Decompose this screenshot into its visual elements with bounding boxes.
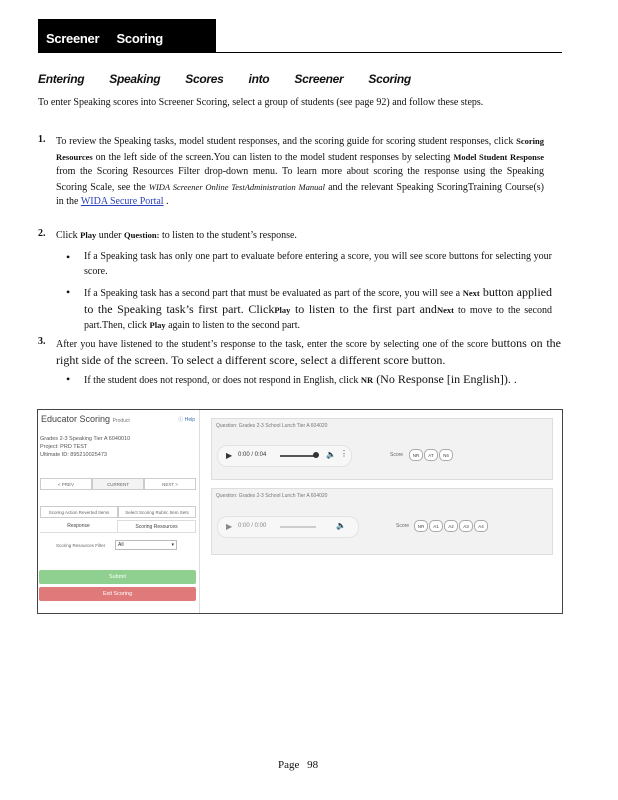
question-panel-1	[211, 418, 553, 480]
bullet-2-text-e: again to listen to the second part.	[165, 320, 301, 331]
scoring-resources-filter-select[interactable]: All ▾	[115, 540, 177, 550]
volume-icon[interactable]: 🔈	[326, 450, 336, 459]
audio-progress-track[interactable]	[280, 526, 316, 528]
more-options-icon[interactable]: ⋮	[340, 449, 348, 458]
prev-button[interactable]: < PREV	[40, 478, 92, 490]
manual-title: WIDA Screener Online TestAdministration Manual	[148, 181, 325, 192]
info-line: Grades 2-3 Speaking Tier A 6040010	[40, 436, 131, 442]
score-button[interactable]: A4	[474, 520, 488, 532]
score-label: Score	[396, 523, 410, 529]
audio-time: 0:00 / 0:00	[238, 523, 267, 529]
tab-row	[40, 520, 196, 533]
page-number: Page 98	[278, 759, 319, 771]
audio-progress-track[interactable]	[280, 455, 316, 457]
help-icon: ⓘ	[178, 417, 184, 423]
question-panel-2	[211, 488, 553, 555]
step-2-bullet-2	[84, 285, 552, 334]
step-number-3: 3.	[38, 336, 46, 347]
model-student-response-term: Model Student Response	[453, 151, 544, 162]
question-term: Question:	[124, 230, 160, 240]
section-header-bar	[38, 19, 216, 53]
educator-scoring-screenshot	[37, 409, 563, 614]
bullet-icon: •	[66, 285, 71, 299]
audio-progress-knob[interactable]	[313, 452, 319, 458]
score-button[interactable]: N6	[439, 449, 453, 461]
next-button[interactable]: NEXT >	[144, 478, 196, 490]
step-2-text-c: to listen to the student’s response.	[159, 230, 297, 241]
bullet-2-text-a: If a Speaking task has a second part that must be evaluated as part of the score, you will see a	[84, 288, 463, 299]
help-link[interactable]	[178, 416, 195, 423]
rubric-item-sets-button[interactable]: Select Scoring Rubric Item Sets	[118, 506, 196, 518]
play-icon[interactable]: ▶	[226, 451, 233, 460]
step-3-text-b: buttons on the right side of the screen. To select a different score, select a different score button.	[56, 336, 561, 367]
app-title-text: Educator Scoring	[41, 414, 111, 424]
tab-scoring-resources[interactable]: Scoring Resources	[117, 520, 196, 532]
score-button-nr[interactable]: NR	[414, 520, 428, 532]
bullet-3-text-b: (No Response [in English]). .	[373, 372, 517, 386]
intro-paragraph: To enter Speaking scores into Screener Scoring, select a group of students (see page 92) and follow these steps.	[38, 97, 484, 108]
score-button[interactable]: AT	[424, 449, 438, 461]
step-1-text	[56, 134, 544, 210]
app-title	[41, 414, 130, 424]
bullet-icon: •	[66, 250, 71, 264]
app-subtitle: Product	[112, 418, 130, 424]
play-term: Play	[149, 320, 166, 330]
info-line: Project: PRD TEST	[40, 444, 88, 450]
next-term: Next	[436, 304, 454, 315]
reverted-items-button[interactable]: Scoring Action Reverted Items	[40, 506, 118, 518]
step-1-text-b: on the left side of the screen.You can listen to the model student responses by selecting	[92, 151, 454, 163]
current-button[interactable]: CURRENT	[92, 478, 144, 490]
play-term: Play	[80, 230, 97, 240]
bullet-3-text-a: If the student does not respond, or does not respond in English, click	[84, 375, 361, 386]
bullet-2-text-c: to listen to the first part and	[290, 301, 437, 316]
step-1-text-c: from the Scoring Resources Filter drop-down menu. To learn more about scoring the response using the Speaking Scoring Scale, see the	[56, 166, 544, 193]
score-button[interactable]: A1	[429, 520, 443, 532]
info-line: Ultimate ID: 895210025473	[40, 452, 107, 458]
score-label: Score	[390, 452, 404, 458]
filter-label: Scoring Resources Filter	[56, 543, 106, 548]
question-header: Question: Grades 2-3 School Lunch Tier A 604020	[216, 423, 328, 429]
nr-term: NR	[360, 375, 374, 385]
step-1-text-e: .	[163, 196, 169, 207]
bullet-2-text-b: button applied to the Speaking task’s first part. Click	[84, 285, 552, 316]
step-2-text-a: Click	[56, 230, 81, 241]
score-button[interactable]: A3	[459, 520, 473, 532]
step-3-text	[56, 336, 561, 369]
bullet-2-text-d: to move to the second part.Then, click	[84, 304, 552, 331]
help-label: Help	[184, 417, 195, 423]
nav-button-row	[40, 478, 196, 490]
scoring-left-panel	[38, 410, 200, 613]
bullet-icon: •	[66, 372, 71, 386]
step-3-text-a: After you have listened to the student’s response to the task, enter the score by selecting one of the score	[56, 339, 492, 350]
section-title: Entering Speaking Scores into Screener Scoring	[38, 72, 411, 86]
score-button[interactable]: A2	[444, 520, 458, 532]
tab-response[interactable]: Response	[67, 523, 90, 529]
step-2-bullet-1: If a Speaking task has only one part to evaluate before entering a score, you will see score buttons for selecting your score.	[84, 251, 552, 277]
step-2-text-b: under	[96, 230, 125, 241]
score-button-nr[interactable]: NR	[409, 449, 423, 461]
play-icon[interactable]: ▶	[226, 522, 233, 531]
scoring-resources-term: Scoring Resources	[56, 136, 544, 162]
wida-secure-portal-link[interactable]: WIDA Secure Portal	[80, 196, 164, 207]
submit-button[interactable]: Submit	[39, 570, 196, 584]
next-term: Next	[462, 288, 480, 298]
question-header: Question: Grades 2-3 School Lunch Tier A 604020	[216, 493, 328, 499]
step-1-text-d: and the relevant Speaking ScoringTraining Course(s) in the	[56, 181, 545, 207]
step-number-1: 1.	[38, 134, 46, 145]
header-rule	[216, 52, 562, 53]
step-3-bullet-1	[84, 372, 544, 389]
audio-player[interactable]	[217, 445, 352, 467]
step-1-text-a: To review the Speaking tasks, model student responses, and the scoring guide for scoring student responses, click	[56, 136, 517, 147]
action-button-row	[40, 506, 196, 518]
audio-player[interactable]	[217, 516, 359, 538]
audio-time: 0:00 / 0:04	[238, 452, 267, 458]
step-2-text	[56, 228, 544, 244]
play-term: Play	[274, 304, 291, 315]
volume-icon[interactable]: 🔈	[336, 521, 346, 530]
exit-scoring-button[interactable]: Exit Scoring	[39, 587, 196, 601]
section-header-title: Screener Scoring	[46, 31, 163, 46]
step-number-2: 2.	[38, 228, 46, 239]
